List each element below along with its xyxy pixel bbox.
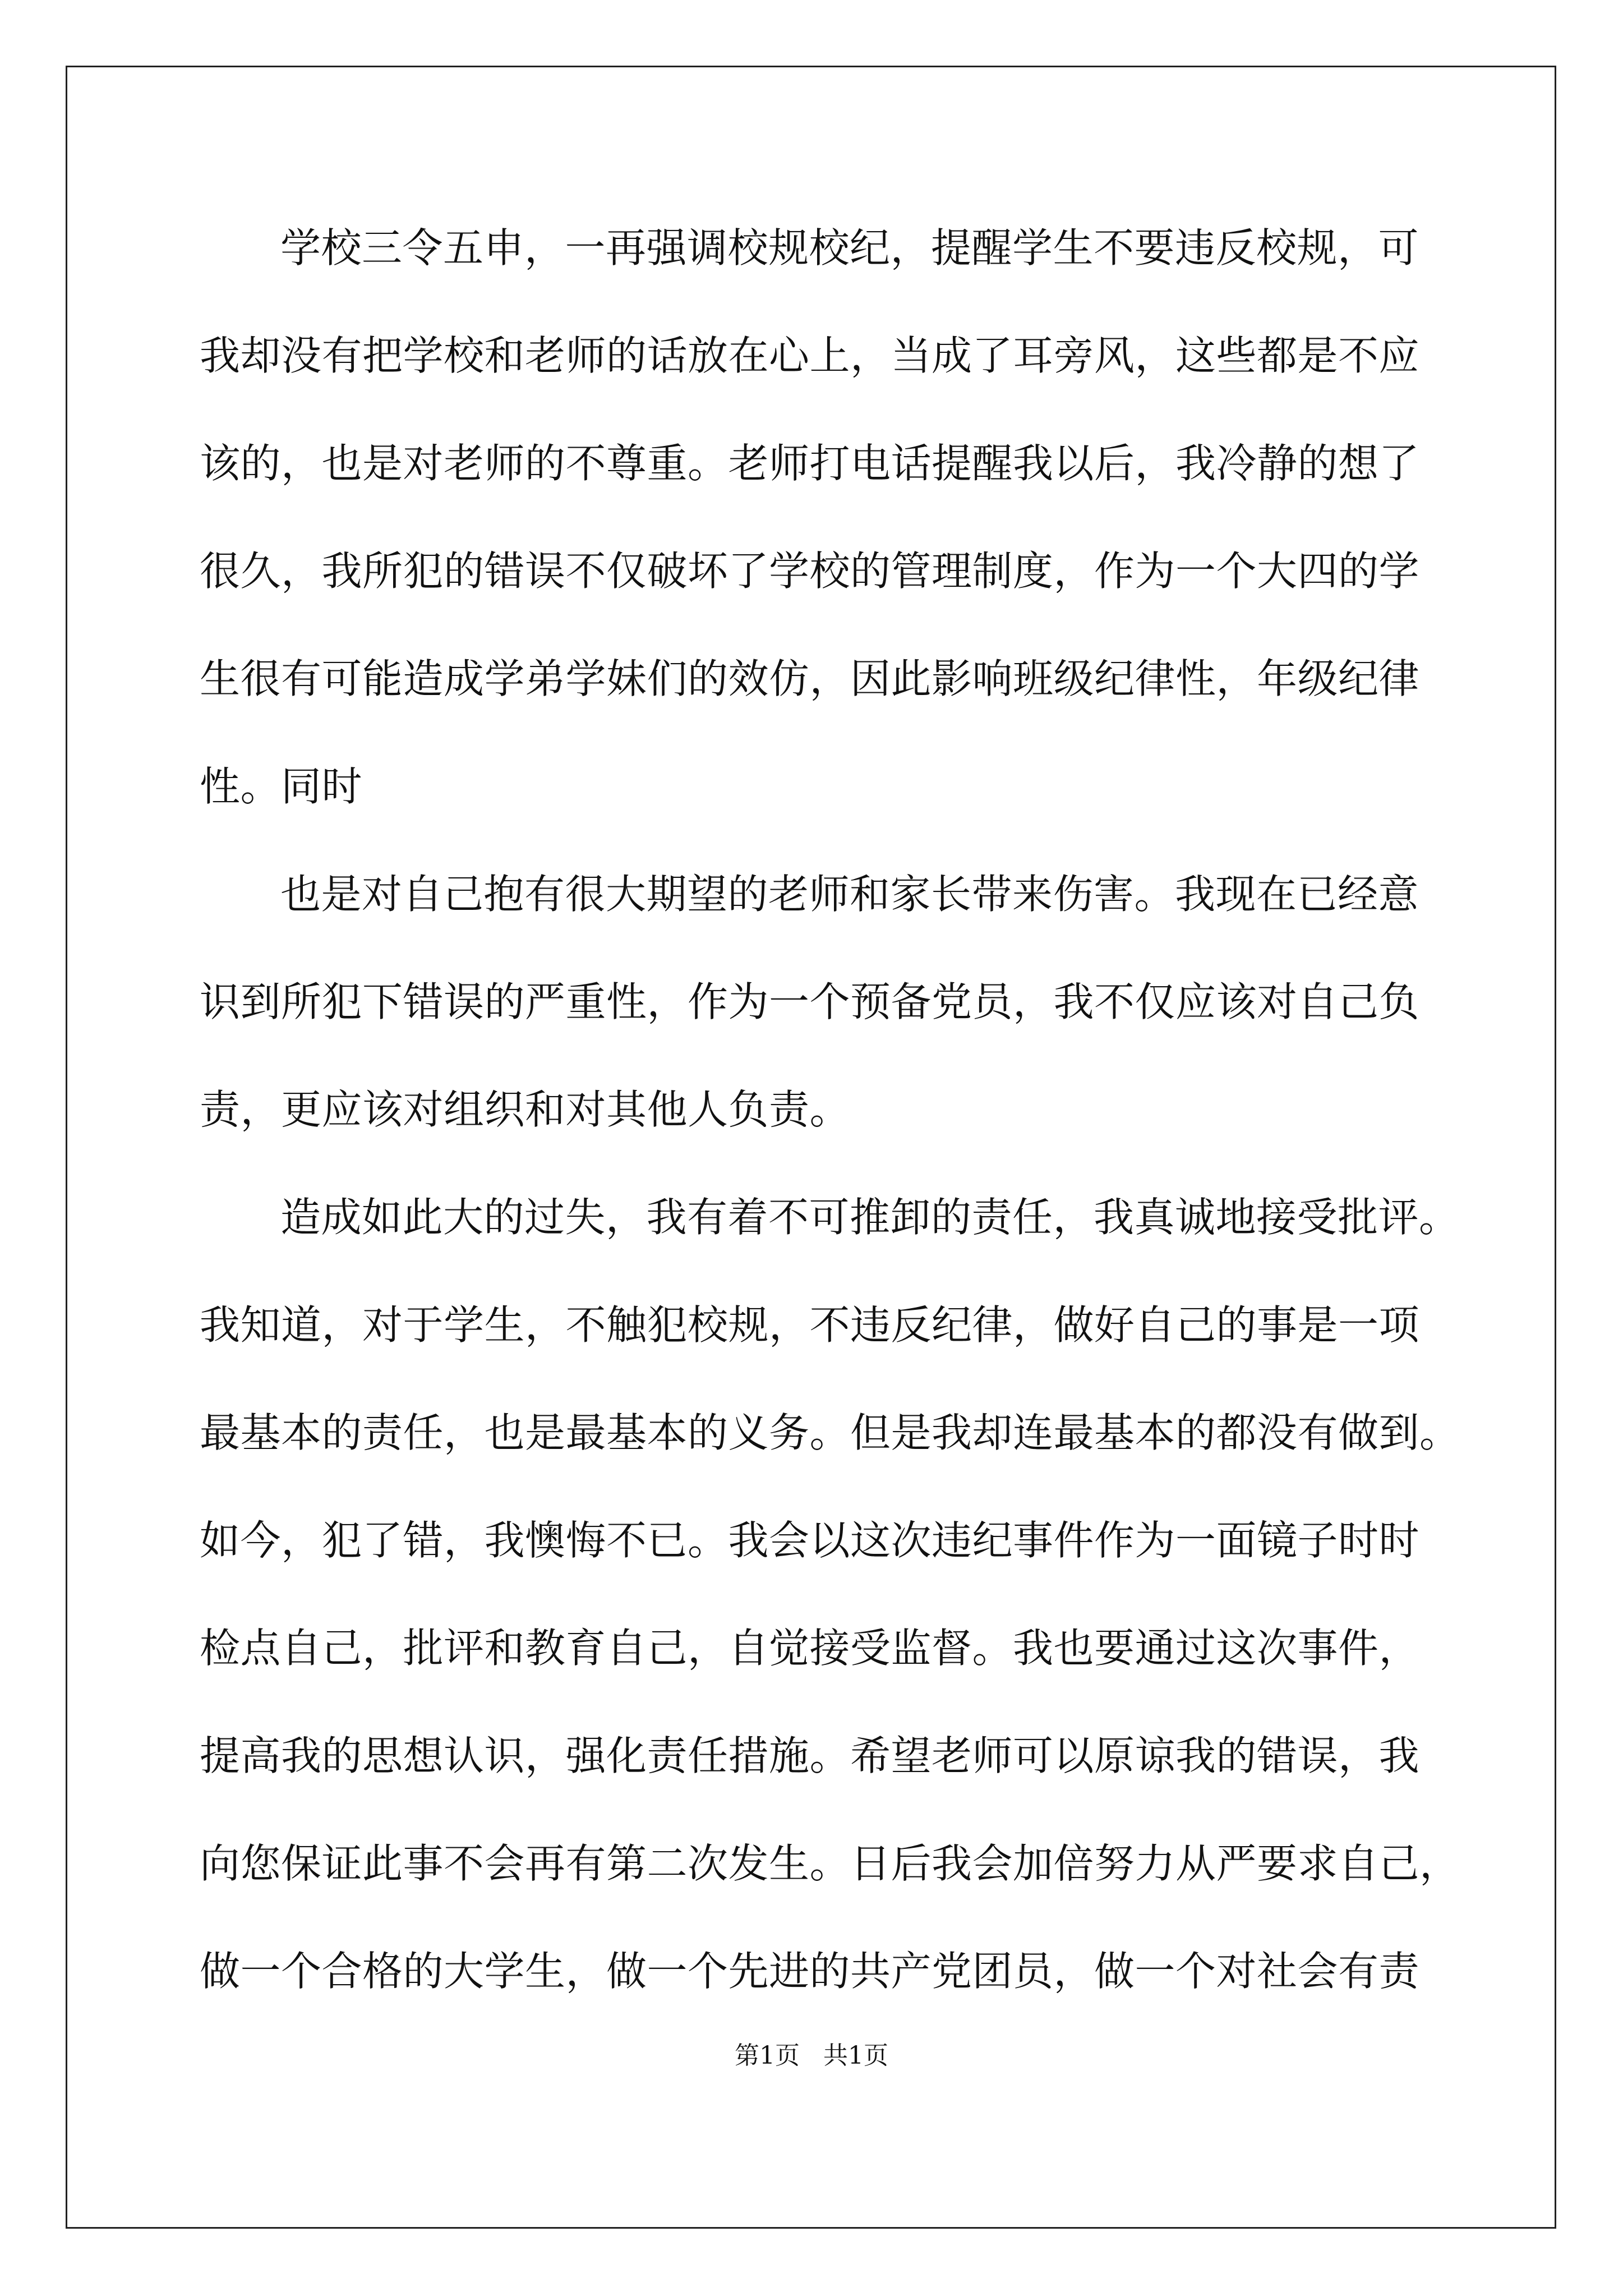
body-line-5: 生很有可能造成学弟学妹们的效仿，因此影响班级纪律性，年级纪律 [200,655,1420,702]
body-line-12: 最基本的责任，也是最基本的义务。但是我却连最基本的都没有做到。 [200,1409,1460,1456]
body-line-4: 很久，我所犯的错误不仅破坏了学校的管理制度，作为一个大四的学 [200,547,1420,595]
body-line-6: 性。同时 [200,763,363,810]
body-line-13: 如今，犯了错，我懊悔不已。我会以这次违纪事件作为一面镜子时时 [200,1517,1420,1564]
body-line-15: 提高我的思想认识，强化责任措施。希望老师可以原谅我的错误，我 [200,1732,1420,1779]
body-line-10: 造成如此大的过失，我有着不可推卸的责任，我真诚地接受批评。 [280,1194,1460,1241]
body-line-1: 学校三令五申，一再强调校规校纪，提醒学生不要违反校规，可 [280,224,1419,272]
body-line-14: 检点自己，批评和教育自己，自觉接受监督。我也要通过这次事件， [200,1625,1420,1672]
body-line-7: 也是对自己抱有很大期望的老师和家长带来伤害。我现在已经意 [280,871,1419,918]
page-border [66,66,1556,2229]
body-line-9: 责，更应该对组织和对其他人负责。 [200,1086,851,1133]
page-number-footer: 第1页 共1页 [735,2041,888,2070]
body-line-16: 向您保证此事不会再有第二次发生。日后我会加倍努力从严要求自己， [200,1840,1460,1887]
body-line-8: 识到所犯下错误的严重性，作为一个预备党员，我不仅应该对自己负 [200,978,1420,1025]
body-line-2: 我却没有把学校和老师的话放在心上，当成了耳旁风，这些都是不应 [200,332,1420,379]
body-line-3: 该的，也是对老师的不尊重。老师打电话提醒我以后，我冷静的想了 [200,440,1420,487]
body-line-17: 做一个合格的大学生，做一个先进的共产党团员，做一个对社会有责 [200,1948,1420,1995]
body-line-11: 我知道，对于学生，不触犯校规，不违反纪律，做好自己的事是一项 [200,1301,1420,1349]
